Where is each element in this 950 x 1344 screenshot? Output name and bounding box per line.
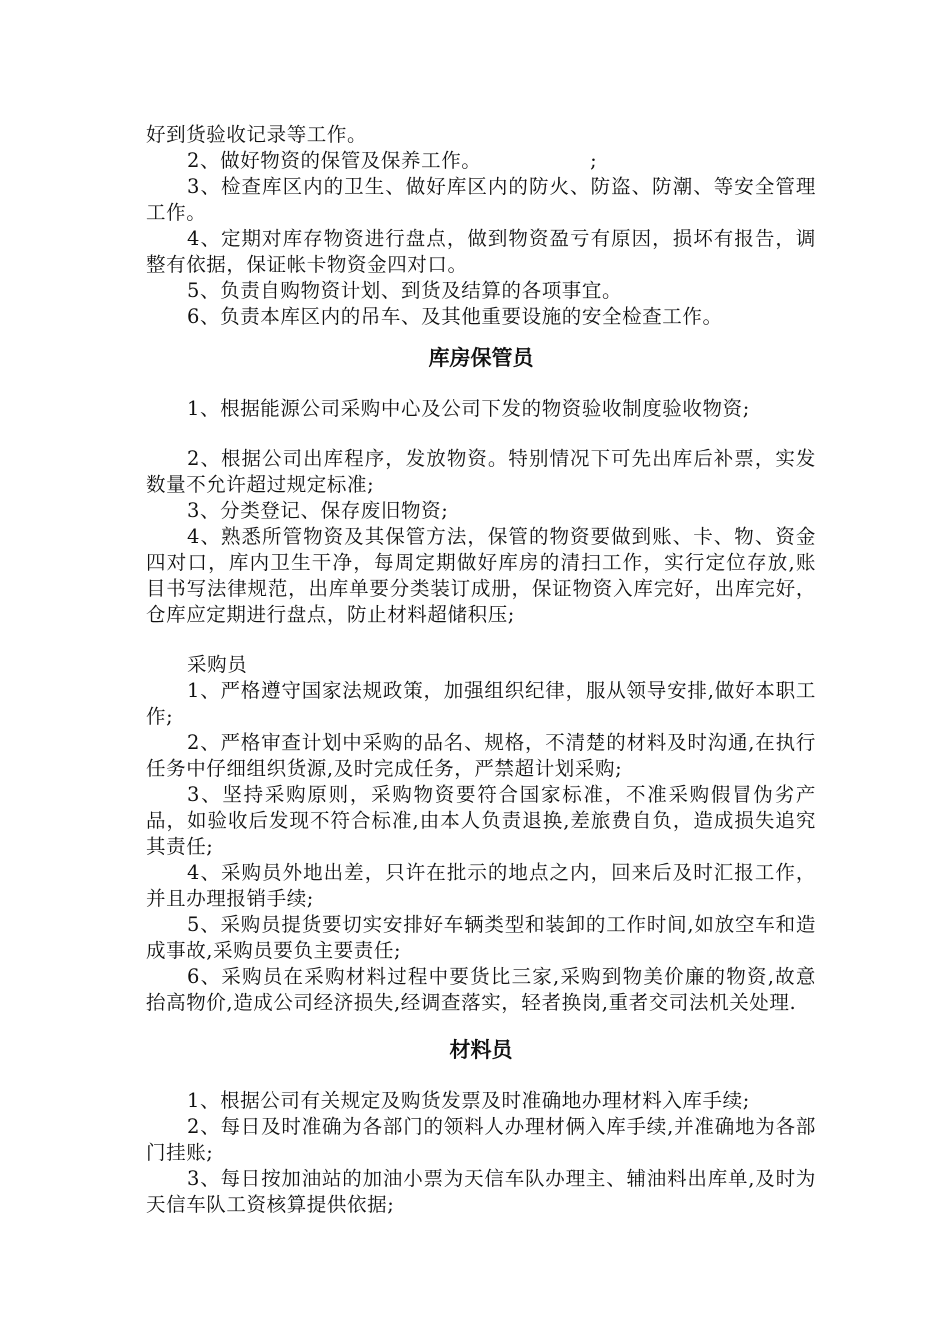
- paragraph: 2、做好物资的保管及保养工作。 ;: [187, 149, 598, 172]
- document-page: [146, 122, 816, 1218]
- paragraph: 3、检查库区内的卫生、做好库区内的防火、防盗、防潮、等安全管理工作。: [146, 175, 816, 224]
- paragraph: 2、每日及时准确为各部门的领料人办理材俩入库手续,并准确地为各部门挂账;: [146, 1115, 816, 1164]
- paragraph: 3、分类登记、保存废旧物资;: [187, 499, 449, 522]
- paragraph: 4、定期对库存物资进行盘点，做到物资盈亏有原因，损坏有报告，调整有依据，保证帐卡物资金四对口。: [146, 227, 816, 276]
- continuation-line: 好到货验收记录等工作。: [146, 123, 368, 146]
- paragraph: 1、根据公司有关规定及购货发票及时准确地办理材料入库手续;: [187, 1089, 750, 1112]
- paragraph: 4、采购员外地出差，只许在批示的地点之内，回来后及时汇报工作，并且办理报销手续;: [146, 861, 816, 910]
- paragraph: 2、根据公司出库程序，发放物资。特别情况下可先出库后补票，实发数量不允许超过规定标准;: [146, 447, 816, 496]
- paragraph: 3、每日按加油站的加油小票为天信车队办理主、辅油料出库单,及时为天信车队工资核算提供依据;: [146, 1167, 816, 1216]
- section-title-warehouse-keeper: 库房保管员: [428, 346, 534, 370]
- paragraph: 2、严格审查计划中采购的品名、规格，不清楚的材料及时沟通,在执行任务中仔细组织货源,及时完成任务，严禁超计划采购;: [146, 731, 816, 780]
- paragraph: 6、负责本库区内的吊车、及其他重要设施的安全检查工作。: [187, 305, 723, 328]
- paragraph: 3、坚持采购原则，采购物资要符合国家标准，不准采购假冒伪劣产品，如验收后发现不符合标准,由本人负责退换,差旅费自负，造成损失追究其责任;: [146, 783, 816, 858]
- section-title-purchaser: 采购员: [187, 653, 248, 676]
- paragraph: 5、负责自购物资计划、到货及结算的各项事宜。: [187, 279, 623, 302]
- paragraph: 5、采购员提货要切实安排好车辆类型和装卸的工作时间,如放空车和造成事故,采购员要负主要责任;: [146, 913, 816, 962]
- paragraph: 4、熟悉所管物资及其保管方法，保管的物资要做到账、卡、物、资金四对口，库内卫生干净，每周定期做好库房的清扫工作，实行定位存放,账目书写法律规范，出库单要分类装订成册，保证物资入库完好，出库完好，仓库应定期进行盘点，防止材料超储积压;: [146, 525, 816, 626]
- paragraph: 1、根据能源公司采购中心及公司下发的物资验收制度验收物资;: [187, 397, 750, 420]
- paragraph: 1、严格遵守国家法规政策，加强组织纪律，服从领导安排,做好本职工作;: [146, 679, 816, 728]
- paragraph: 6、采购员在采购材料过程中要货比三家,采购到物美价廉的物资,故意抬高物价,造成公司经济损失,经调查落实，轻者换岗,重者交司法机关处理.: [146, 965, 816, 1014]
- section-title-material-clerk: 材料员: [449, 1038, 513, 1062]
